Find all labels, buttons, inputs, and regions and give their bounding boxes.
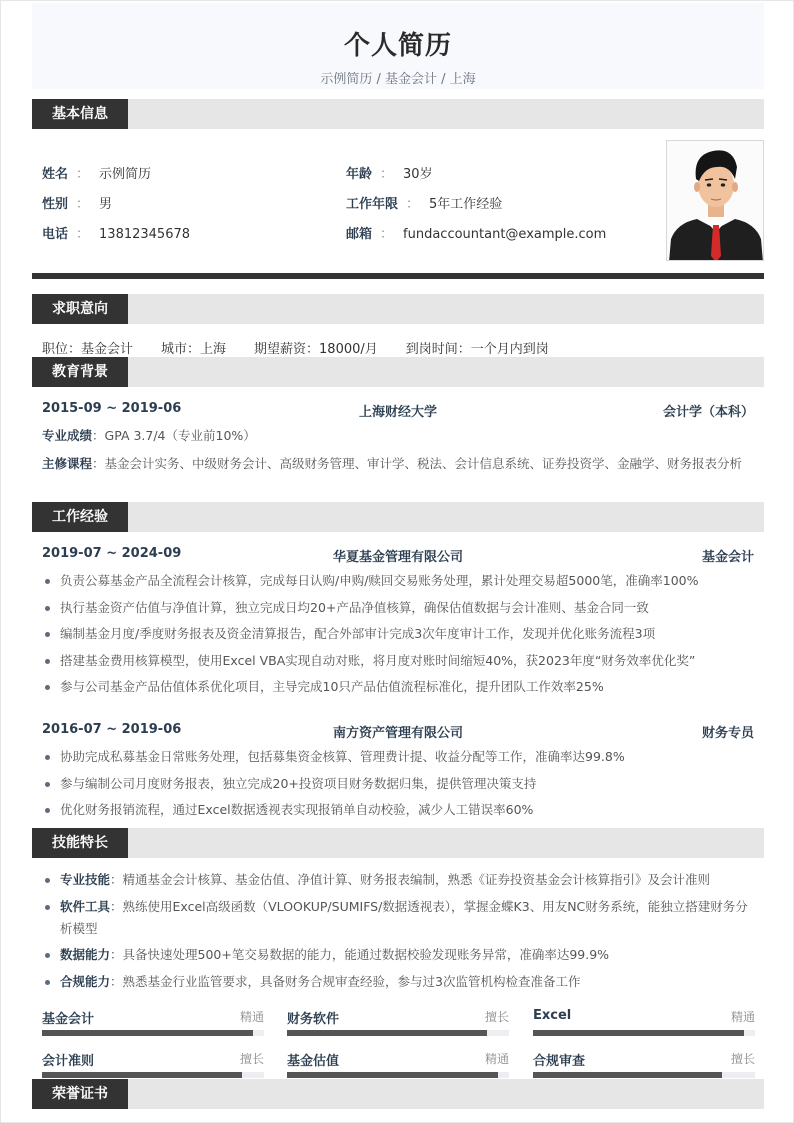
person-portrait-icon: [667, 141, 764, 261]
skill-bar: [42, 1050, 264, 1080]
skill-bar-name: 财务软件: [287, 1012, 340, 1027]
intent-start: 到岗时间：一个月内到岗: [405, 342, 549, 357]
skill-bar-name: 会计准则: [42, 1054, 95, 1069]
section-honors: [32, 1079, 764, 1109]
job-intent-row: [42, 338, 577, 357]
work-company: 华夏基金管理有限公司: [332, 550, 463, 565]
info-label: 电话: [42, 227, 69, 242]
skill-bar: [533, 1050, 755, 1080]
skill-bar-track: [533, 1072, 755, 1078]
info-years: [346, 193, 502, 212]
list-item: 优化财务报销流程，通过Excel数据透视表实现报销单自动校验，减少人工错误率60%: [42, 799, 757, 821]
work-period: 2016-07 ~ 2019-06: [42, 722, 182, 737]
skill-text: ：具备快速处理500+笔交易数据的能力，能通过数据校验发现账务异常，准确率达99.9%: [110, 947, 610, 962]
info-label: 性别: [42, 197, 69, 212]
info-gender: [42, 193, 112, 212]
info-phone: [42, 223, 190, 242]
skill-bar-track: [287, 1072, 509, 1078]
list-item: [42, 944, 757, 966]
work-bullets: [42, 570, 757, 703]
info-value: 5年工作经验: [429, 197, 503, 212]
work-company: 南方资产管理有限公司: [332, 726, 463, 741]
info-label: 邮箱: [346, 227, 373, 242]
skill-text: ：精通基金会计核算、基金估值、净值计算、财务报表编制，熟悉《证券投资基金会计核算指引》及会计准则: [110, 872, 711, 887]
education-gpa: [42, 425, 757, 447]
skill-bar-fill: [287, 1030, 487, 1036]
work-role: 财务专员: [701, 726, 754, 741]
avatar-photo: [666, 140, 764, 261]
colon: ：: [76, 197, 90, 212]
section-title: 工作经验: [32, 502, 128, 532]
gpa-value: ：GPA 3.7/4（专业前10%）: [92, 428, 256, 443]
skill-bar-fill: [533, 1072, 722, 1078]
list-item: 负责公募基金产品全流程会计核算，完成每日认购/申购/赎回交易账务处理，累计处理交易超5000笔，准确率100%: [42, 570, 757, 592]
list-item: [42, 869, 757, 891]
colon: ：: [380, 167, 394, 182]
education-major: 会计学（本科）: [662, 405, 754, 420]
skills-bullets: [42, 869, 757, 997]
skill-bar-track: [42, 1030, 264, 1036]
info-value: 30岁: [403, 167, 433, 182]
skill-bar: [287, 1050, 509, 1080]
work-role: 基金会计: [701, 550, 754, 565]
education-period: 2015-09 ~ 2019-06: [42, 401, 182, 416]
education-header: [42, 401, 754, 419]
skill-bar-track: [533, 1030, 755, 1036]
info-label: 工作年限: [346, 197, 399, 212]
skill-bar-level: 精通: [239, 1010, 264, 1024]
section-divider: [32, 273, 764, 279]
skill-bar-level: 擅长: [730, 1052, 755, 1066]
resume-header: [32, 3, 764, 89]
work-header: [42, 546, 754, 564]
skill-bar-track: [42, 1072, 264, 1078]
education-school: 上海财经大学: [358, 405, 437, 420]
skill-bar-name: Excel: [533, 1008, 572, 1023]
skill-bar-level: 擅长: [239, 1052, 264, 1066]
intent-salary: 期望薪资：18000/月: [254, 342, 378, 357]
skill-bar-track: [287, 1030, 509, 1036]
work-period: 2019-07 ~ 2024-09: [42, 546, 182, 561]
list-item: 参与公司基金产品估值体系优化项目，主导完成10只产品估值流程标准化，提升团队工作效率25%: [42, 676, 757, 698]
skill-text: ：熟悉基金行业监管要求，具备财务合规审查经验，参与过3次监管机构检查准备工作: [110, 973, 581, 989]
list-item: 编制基金月度/季度财务报表及资金清算报告，配合外部审计完成3次年度审计工作，发现并优化账务流程3项: [42, 623, 757, 645]
info-name: [42, 163, 151, 182]
skill-bar: [533, 1008, 755, 1038]
section-title: 技能特长: [32, 828, 128, 858]
skill-bar-name: 基金会计: [42, 1012, 95, 1027]
skill-label: 合规能力: [60, 973, 111, 989]
skill-bar-name: 基金估值: [287, 1054, 340, 1069]
skill-text: ：熟练使用Excel高级函数（VLOOKUP/SUMIFS/数据透视表），掌握金蝶K3、用友NC财务系统，能独立搭建财务分析模型: [60, 898, 748, 936]
section-education: [32, 357, 764, 387]
colon: ：: [380, 227, 394, 242]
gpa-label: 专业成绩: [42, 428, 93, 443]
page-title: 个人简历: [343, 31, 452, 61]
info-age: [346, 163, 433, 182]
skill-label: 数据能力: [60, 947, 111, 962]
intent-city: 城市：上海: [161, 342, 227, 357]
info-value: fundaccountant@example.com: [403, 227, 607, 242]
list-item: [42, 896, 757, 940]
section-title: 教育背景: [32, 357, 128, 387]
info-label: 姓名: [42, 167, 69, 182]
work-header: [42, 722, 754, 740]
skill-label: 软件工具: [60, 898, 111, 914]
intent-position: 职位：基金会计: [42, 342, 134, 357]
info-value: 13812345678: [99, 227, 191, 242]
section-title: 基本信息: [32, 99, 128, 129]
colon: ：: [76, 227, 90, 242]
skill-bar-level: 精通: [484, 1052, 509, 1066]
list-item: 协助完成私募基金日常账务处理，包括募集资金核算、管理费计提、收益分配等工作，准确率达99.8%: [42, 746, 757, 768]
colon: ：: [76, 167, 90, 182]
skill-bar-fill: [533, 1030, 744, 1036]
info-value: 男: [99, 197, 113, 212]
list-item: [42, 971, 757, 993]
skill-bar-fill: [42, 1030, 253, 1036]
skill-bar-fill: [287, 1072, 498, 1078]
section-work: [32, 502, 764, 532]
skill-bar: [287, 1008, 509, 1038]
courses-label: 主修课程: [42, 456, 93, 471]
section-title: 荣誉证书: [32, 1079, 128, 1109]
colon: ：: [406, 197, 420, 212]
skill-bar-fill: [42, 1072, 242, 1078]
list-item: 搭建基金费用核算模型，使用Excel VBA实现自动对账，将月度对账时间缩短40%，获2023年度“财务效率优化奖”: [42, 650, 757, 672]
section-basic-info: [32, 99, 764, 129]
courses-value: ：基金会计实务、中级财务会计、高级财务管理、审计学、税法、会计信息系统、证券投资学、金融学、财务报表分析: [92, 456, 743, 471]
skill-bar-level: 精通: [730, 1010, 755, 1024]
list-item: 参与编制公司月度财务报表，独立完成20+投资项目财务数据归集，提供管理决策支持: [42, 773, 757, 795]
section-skills: [32, 828, 764, 858]
skill-label: 专业技能: [60, 872, 111, 887]
info-label: 年龄: [346, 167, 373, 182]
education-courses: [42, 453, 757, 475]
skill-bar-name: 合规审查: [533, 1054, 586, 1069]
work-bullets: [42, 746, 757, 826]
section-title: 求职意向: [32, 294, 128, 324]
skill-bar-level: 擅长: [484, 1010, 509, 1024]
page-subtitle: 示例简历 / 基金会计 / 上海: [320, 72, 476, 87]
section-job-intent: [32, 294, 764, 324]
list-item: 执行基金资产估值与净值计算，独立完成日均20+产品净值核算，确保估值数据与会计准则、基金合同一致: [42, 597, 757, 619]
info-value: 示例简历: [99, 167, 152, 182]
info-email: [346, 223, 606, 242]
skill-bar: [42, 1008, 264, 1038]
